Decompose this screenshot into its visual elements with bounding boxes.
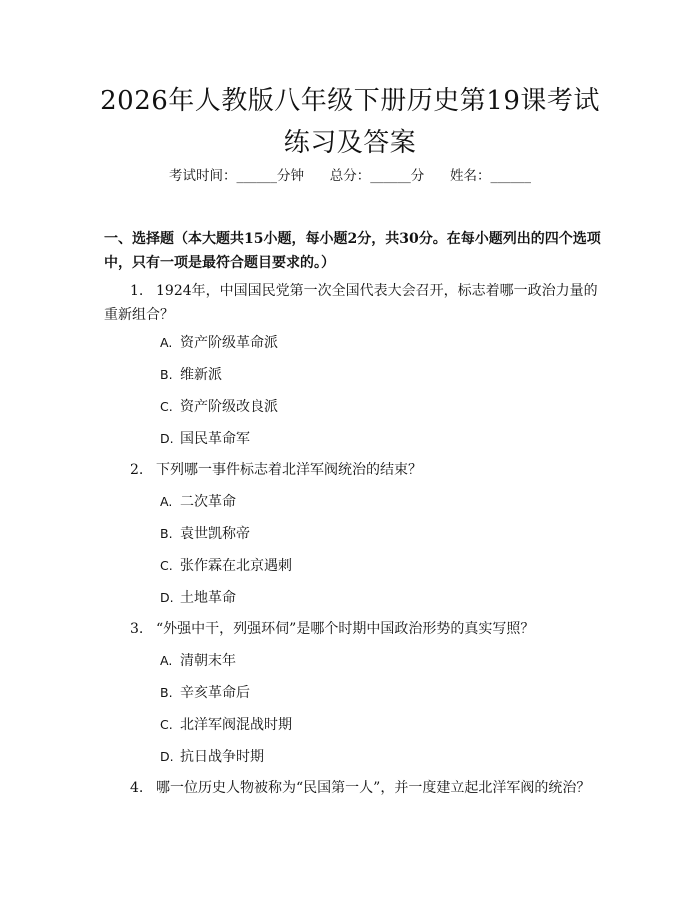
option-text: 维新派 (180, 367, 222, 383)
option-3b (160, 683, 250, 703)
title-line-1: 2026年人教版八年级下册历史第19课考试 (100, 86, 600, 116)
option-3d (160, 747, 264, 767)
option-letter: D. (160, 590, 174, 605)
option-letter: C. (160, 399, 173, 414)
option-text: 北洋军阀混战时期 (180, 717, 292, 733)
option-text: 资产阶级改良派 (180, 399, 278, 415)
question-text: 1924年，中国国民党第一次全国代表大会召开，标志着哪一政治力量的重新组合？ (104, 283, 598, 323)
option-2a (160, 492, 236, 512)
question-2 (104, 458, 600, 482)
option-letter: D. (160, 431, 174, 446)
option-letter: D. (160, 749, 174, 764)
document-title (60, 80, 640, 164)
section-heading: 一、选择题（本大题共15小题，每小题2分，共30分。在每小题列出的四个选项中，只有一项是最符合题目要求的。） (104, 231, 601, 271)
option-letter: B. (160, 685, 173, 700)
option-text: 抗日战争时期 (180, 749, 264, 765)
option-letter: B. (160, 367, 173, 382)
option-3c (160, 715, 292, 735)
option-letter: A. (160, 494, 173, 509)
question-4 (104, 776, 624, 800)
option-2d (160, 588, 236, 608)
question-number: 4. (130, 780, 144, 796)
question-number: 3. (130, 621, 144, 637)
option-letter: C. (160, 558, 173, 573)
question-text: “外强中干，列强环伺”是哪个时期中国政治形势的真实写照？ (156, 621, 535, 637)
question-text: 哪一位历史人物被称为“民国第一人”，并一度建立起北洋军阀的统治？ (156, 780, 591, 796)
option-letter: C. (160, 717, 173, 732)
option-2c (160, 556, 292, 576)
question-text: 下列哪一事件标志着北洋军阀统治的结束？ (156, 462, 422, 478)
option-letter: A. (160, 653, 173, 668)
option-3a (160, 651, 236, 671)
option-text: 辛亥革命后 (180, 685, 250, 701)
question-number: 2. (130, 462, 144, 478)
option-text: 袁世凯称帝 (180, 526, 250, 542)
option-letter: A. (160, 335, 173, 350)
question-3 (104, 617, 600, 641)
option-text: 资产阶级革命派 (180, 335, 278, 351)
option-text: 国民革命军 (180, 431, 250, 447)
question-1 (104, 279, 600, 327)
option-1b (160, 365, 222, 385)
option-text: 二次革命 (180, 494, 236, 510)
option-2b (160, 524, 250, 544)
option-text: 土地革命 (180, 590, 236, 606)
question-number: 1. (130, 283, 144, 299)
option-1a (160, 333, 278, 353)
option-1c (160, 397, 278, 417)
option-letter: B. (160, 526, 173, 541)
title-line-2: 练习及答案 (283, 128, 417, 158)
option-text: 张作霖在北京遇刺 (180, 558, 292, 574)
option-text: 清朝末年 (180, 653, 236, 669)
exam-info-line: 考试时间：______分钟 总分：______分 姓名：______ (169, 168, 531, 184)
option-1d (160, 429, 250, 449)
